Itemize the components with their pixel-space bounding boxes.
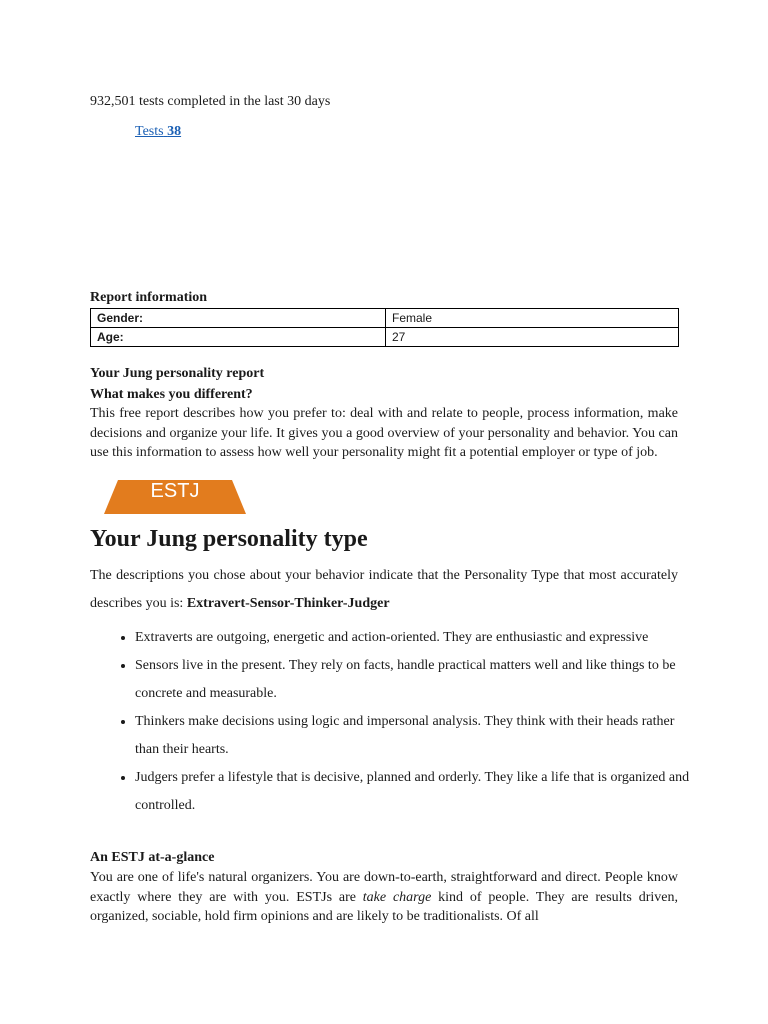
gender-label: Gender: [91, 309, 386, 328]
report-info-table [90, 308, 679, 347]
list-item: • Sensors live in the present. They rely on facts, handle practical matters well and like things to be concrete and measurable. [135, 652, 695, 708]
list-item: • Thinkers make decisions using logic and impersonal analysis. They think with their heads rather than their hearts. [135, 708, 695, 764]
report-title: Your Jung personality report [90, 366, 265, 381]
table-row [91, 328, 679, 347]
glance-emphasis: take charge [362, 889, 432, 905]
badge-label: ESTJ [150, 480, 200, 502]
list-item: • Judgers prefer a lifestyle that is decisive, planned and orderly. They like a life that is organized and controlled. [135, 764, 695, 820]
type-lead-text: The descriptions you chose about your behavior indicate that the Personality Type that most accurately describes you is: [90, 568, 678, 611]
tests-count[interactable]: 38 [167, 124, 182, 139]
personality-type-heading: Your Jung personality type [90, 526, 368, 552]
age-value: 27 [386, 328, 679, 347]
report-subtitle: What makes you different? [90, 387, 253, 402]
traits-list [90, 624, 695, 820]
type-name: Extravert-Sensor-Thinker-Judger [186, 596, 390, 611]
glance-paragraph [90, 868, 678, 927]
glance-text-after: kind of people. They are results driven, organized, sociable, hold firm opinions and are likely to be traditionalists. Of all [90, 889, 678, 924]
glance-text-before: You are one of life's natural organizers. You are down-to-earth, straightforward and direct. People know exactly where they are with you. ESTJs are [90, 870, 678, 905]
table-row [91, 309, 679, 328]
estj-badge [104, 480, 246, 514]
glance-heading: An ESTJ at-a-glance [90, 850, 215, 865]
gender-value: Female [386, 309, 679, 328]
report-info-heading: Report information [90, 290, 208, 305]
tests-link-label[interactable]: Tests [135, 124, 164, 139]
age-label: Age: [91, 328, 386, 347]
tests-completed-stat: 932,501 tests completed in the last 30 days [90, 94, 331, 109]
intro-paragraph: This free report describes how you prefer to: deal with and relate to people, process information, make decisions and organize your life. It gives you a good overview of your personality and behavior. You can use this information to assess how well your personality might fit a potential employer or type of job. [90, 406, 678, 460]
tests-link[interactable] [135, 124, 181, 140]
type-lead-paragraph [90, 562, 678, 618]
list-item: • Extraverts are outgoing, energetic and action-oriented. They are enthusiastic and expressive [135, 624, 695, 652]
